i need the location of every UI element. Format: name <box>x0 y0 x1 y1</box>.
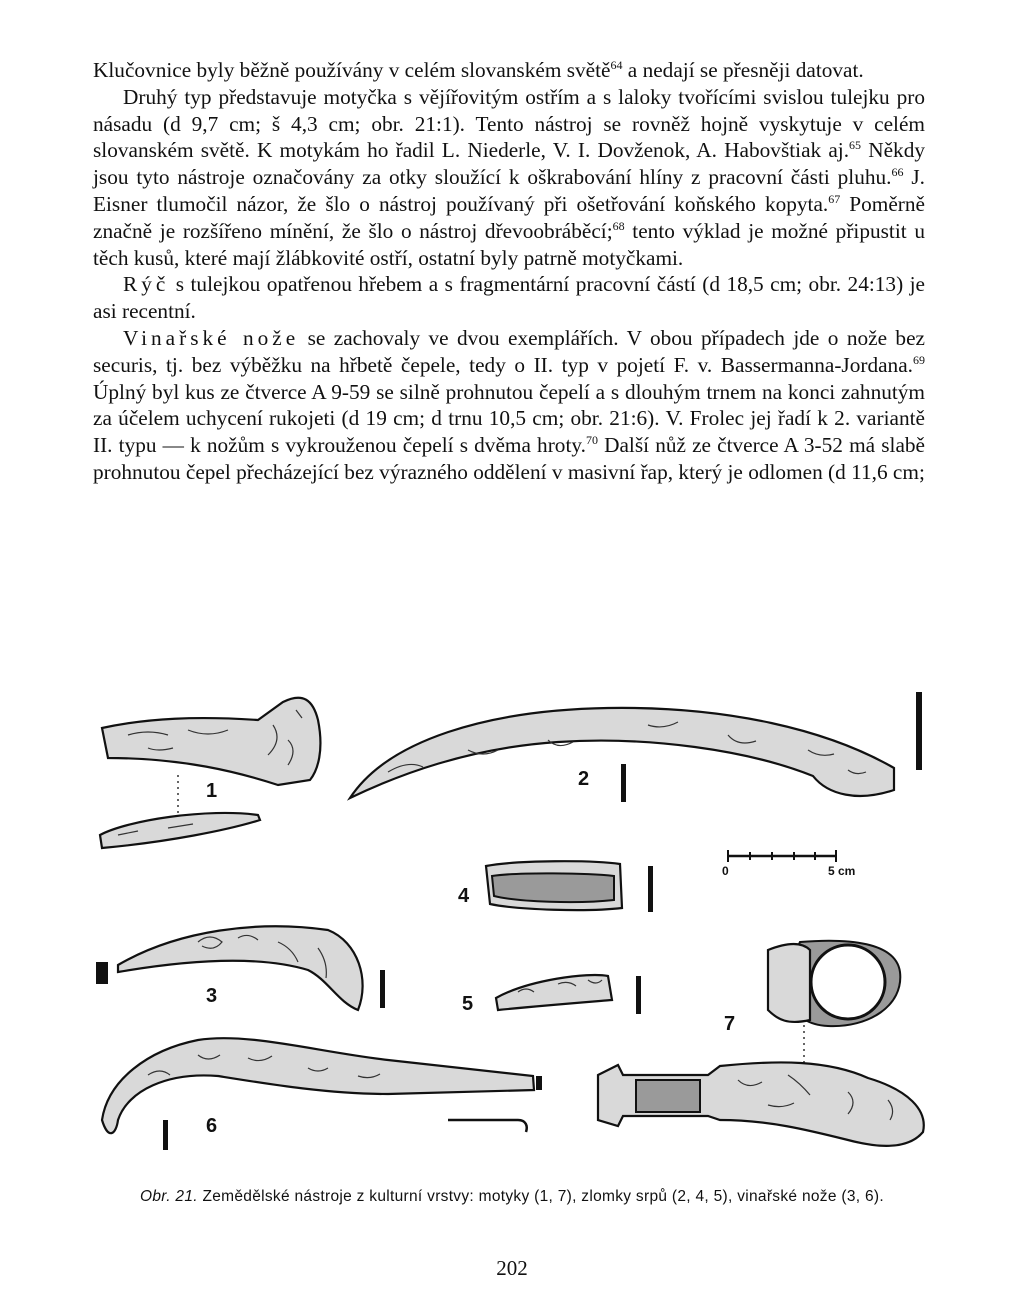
figure-label-3: 3 <box>206 985 218 1007</box>
artifact-6-pruning-knife <box>102 1038 542 1150</box>
footnote-ref[interactable]: 65 <box>849 138 862 153</box>
scale-bar <box>722 850 855 878</box>
figure-21 <box>88 680 938 1150</box>
footnote-ref[interactable]: 70 <box>585 433 598 448</box>
spaced-term: Vinařské nože <box>123 325 300 350</box>
artifact-7-hoe <box>598 941 924 1146</box>
page-number: 202 <box>496 1256 528 1280</box>
paragraph-1: Klučovnice byly běžně používány v celém slovanském světě$^{64}$ a nedají se přesněji datovat. <box>93 58 864 82</box>
footnote-ref[interactable]: 64 <box>610 58 623 72</box>
footnote-ref[interactable]: 68 <box>612 218 625 233</box>
artifact-3-pruning-knife <box>96 926 385 1010</box>
artifact-1-hoe <box>100 698 320 848</box>
caption-text: Zemědělské nástroje z kulturní vrstvy: motyky (1, 7), zlomky srpů (2, 4, 5), vinařské nože (3, 6). <box>197 1188 884 1205</box>
caption-label: Obr. 21. <box>140 1188 198 1205</box>
footnote-ref[interactable]: 67 <box>828 191 841 206</box>
artifact-5-sickle-fragment <box>496 975 641 1014</box>
figure-label-1: 1 <box>206 780 218 802</box>
footnote-ref[interactable]: 69 <box>913 352 925 367</box>
footnote-ref[interactable]: 66 <box>891 165 904 180</box>
paragraph-3: Rýč s tulejkou opatřenou hřebem a s fragmentární pracovní částí (d 18,5 cm; obr. 24:13) je asi recentní. <box>93 272 925 324</box>
scale-start: 0 <box>722 864 729 878</box>
paragraph-4: Vinařské nože se zachovaly ve dvou exemplářích. V obou případech jde o nože bez securis, tj. bez výběžku na hřbetě čepele, tedy o II. typ v pojetí F. v. Bassermanna-Jordana.$^{69}$ Úplný byl kus ze čtverce A 9-59 se silně prohnutou čepelí a s dlouhým trnem na konci zahnutým za účelem uchycení rukojeti (d 19 cm; d trnu 10,5 cm; obr. 21:6). V. Frolec jej řadí k 2. variantě II. typu — k nožům s vykrouženou čepelí s dvěma hroty.$^{70}$ Další nůž ze čtverce A 3-52 má slabě prohnutou čepel přecházející bez výrazného oddělení v masivní řap, který je odlomen (d 11,6 cm; <box>93 325 925 484</box>
figure-label-4: 4 <box>458 885 470 907</box>
figure-label-2: 2 <box>578 768 590 790</box>
scale-end: 5 cm <box>828 864 856 878</box>
artifact-drawings <box>88 680 938 1150</box>
body-text <box>93 57 925 486</box>
artifact-4-sickle-fragment <box>486 861 653 912</box>
figure-label-5: 5 <box>462 993 474 1015</box>
artifact-2-sickle-fragment <box>350 692 922 802</box>
figure-label-6: 6 <box>206 1115 218 1137</box>
spaced-term: Rýč <box>123 272 170 297</box>
paragraph-2: Druhý typ představuje motyčka s vějířovitým ostřím a s laloky tvořícími svislou tulejku pro násadu (d 9,7 cm; š 4,3 cm; obr. 21:1). Tento nástroj se rovněž hojně vyskytuje v celém slovanském světě. K motykám ho řadil L. Niederle, V. I. Dovženok, A. Habovštiak aj.$^{65}$ Někdy jsou tyto nástroje označovány za otky sloužící k oškrabování hlíny z pracovní části pluhu.$^{66}$ J. Eisner tlumočil názor, že šlo o nástroj používaný při ošetřování koňského kopyta.$^{67}$ Poměrně značně je rozšířeno mínění, že šlo o nástroj dřevoobráběcí;$^{68}$ tento výklad je možné připustit u těch kusů, které mají žlábkovité ostří, ostatní byly patrně motyčkami. <box>93 84 926 270</box>
figure-label-7: 7 <box>724 1013 736 1035</box>
figure-caption <box>100 1186 924 1207</box>
